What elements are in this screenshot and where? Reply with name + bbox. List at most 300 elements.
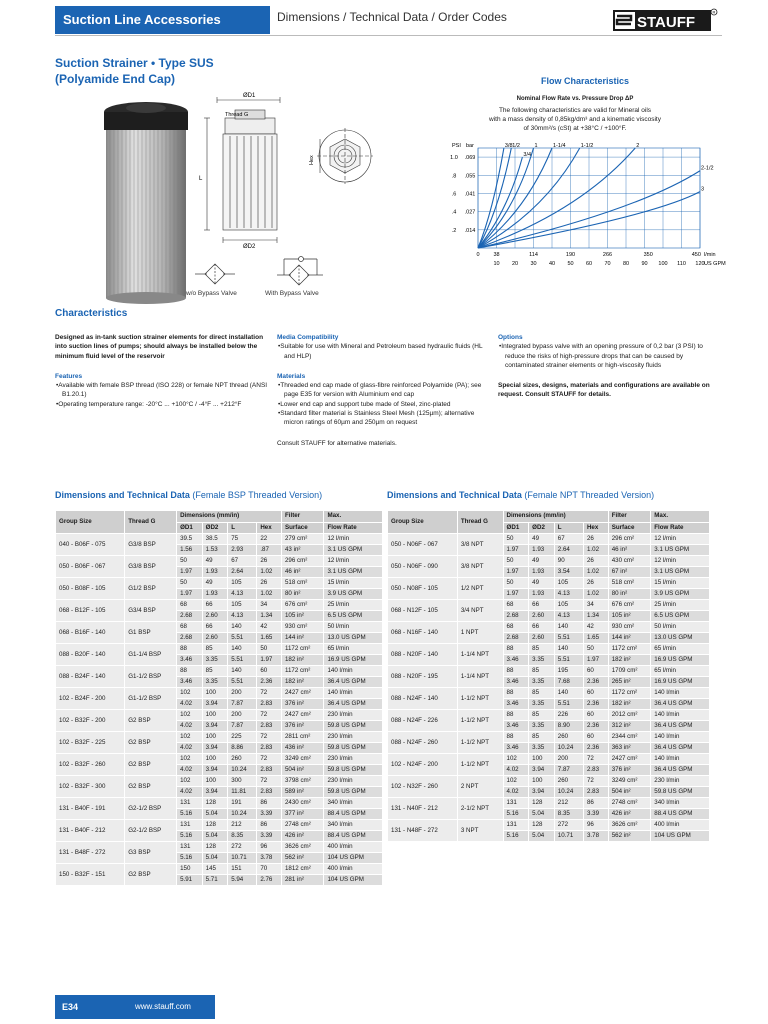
value-cell-mm: 75 [228,534,257,545]
value-cell-mm: 26 [583,578,608,589]
value-cell-in: 5.51 [228,655,257,666]
value-cell-mm: 26 [583,534,608,545]
value-cell-mm: 272 [228,842,257,853]
value-cell-in: 4.02 [177,721,203,732]
group-size-cell: 102 - N24F - 200 [388,754,458,776]
value-cell-in: 2.83 [257,787,282,798]
value-cell-in: 2.60 [202,633,228,644]
group-size-cell: 102 - B32F - 225 [56,732,125,754]
col-l: L [228,522,257,534]
value-cell-mm: 85 [529,688,555,699]
value-cell-mm: 140 l/min [324,688,383,699]
value-cell-in: 105 in² [281,611,323,622]
value-cell-in: 2.76 [257,875,282,886]
group-size-cell: 050 - N06F - 067 [388,534,458,556]
table-row [388,732,710,743]
x-tick-gpm: 110 [677,261,686,267]
group-size-cell: 068 - N16F - 140 [388,622,458,644]
value-cell-mm: 930 cm² [281,622,323,633]
value-cell-mm: 68 [177,622,203,633]
value-cell-in: 2.36 [257,677,282,688]
value-cell-mm: 50 [177,578,203,589]
x-tick-lmin: 114 [529,252,538,258]
value-cell-in: 10.71 [554,831,583,842]
value-cell-mm: 225 [228,732,257,743]
table-row [388,688,710,699]
table-row [56,534,383,545]
value-cell-in: 36.4 US GPM [651,743,710,754]
value-cell-in: 182 in² [608,699,651,710]
value-cell-in: 376 in² [281,721,323,732]
value-cell-mm: 15 l/min [324,578,383,589]
value-cell-in: 36.4 US GPM [651,699,710,710]
value-cell-in: 2.36 [583,743,608,754]
value-cell-in: 3.39 [583,809,608,820]
material-item: • Standard filter material is Stainless Steel Mesh (125µm); alternative micron ratings of 60µm and 250µm on request [277,409,492,428]
value-cell-mm: 340 l/min [324,820,383,831]
value-cell-mm: 518 cm² [608,578,651,589]
value-cell-mm: 34 [257,600,282,611]
value-cell-in: 5.04 [529,831,555,842]
value-cell-in: 5.16 [503,809,529,820]
col-dimensions: Dimensions (mm/in) [503,511,608,523]
value-cell-in: 5.04 [202,831,228,842]
value-cell-mm: 42 [257,622,282,633]
y-tick-psi: .4 [451,209,457,216]
bsp-table [55,510,383,886]
value-cell-mm: 50 [503,534,529,545]
value-cell-in: 80 in² [281,589,323,600]
option-item: • Integrated bypass valve with an opening pressure of 0,2 bar (3 PSI) to reduce the risks of high-pressure drops that can be caused by contaminated strainer elements or high-viscosity fluids [498,342,713,370]
value-cell-mm: 96 [257,842,282,853]
value-cell-in: .87 [257,545,282,556]
value-cell-mm: 102 [503,776,529,787]
npt-table [387,510,710,842]
y-tick-psi: .8 [451,173,457,180]
value-cell-mm: 49 [529,578,555,589]
table-row [388,534,710,545]
value-cell-in: 562 in² [608,831,651,842]
value-cell-in: 1.97 [503,567,529,578]
material-item: • Threaded end cap made of glass-fibre reinforced Polyamide (PA); see page E35 for version with Aluminium end cap [277,381,492,400]
value-cell-in: 2.60 [202,611,228,622]
group-size-cell: 068 - B16F - 140 [56,622,125,644]
value-cell-mm: 66 [529,622,555,633]
value-cell-mm: 2427 cm² [281,688,323,699]
value-cell-mm: 102 [177,710,203,721]
value-cell-in: 5.04 [529,809,555,820]
value-cell-in: 2.36 [583,699,608,710]
table-row [56,666,383,677]
value-cell-in: 3.35 [202,677,228,688]
characteristics-col3 [498,333,713,400]
value-cell-mm: 131 [177,820,203,831]
value-cell-in: 3.35 [202,655,228,666]
x-unit-gpm: US GPM [704,261,726,267]
value-cell-mm: 68 [503,622,529,633]
thread-cell: 1-1/4 NPT [457,644,503,666]
x-tick-gpm: 120 [695,261,705,267]
footer-url: www.stauff.com [135,1002,191,1011]
value-cell-in: 3.46 [503,655,529,666]
value-cell-mm: 72 [257,776,282,787]
value-cell-mm: 60 [583,710,608,721]
series-label: 2 [636,143,640,149]
x-tick-lmin: 38 [493,252,500,258]
table-row [388,776,710,787]
value-cell-mm: 1812 cm² [281,864,323,875]
x-tick-gpm: 50 [567,261,574,267]
value-cell-mm: 25 l/min [651,600,710,611]
header-subtitle: Dimensions / Technical Data / Order Codes [277,10,507,24]
header-rule [55,35,722,36]
value-cell-mm: 1172 cm² [281,644,323,655]
value-cell-in: 2.64 [228,567,257,578]
value-cell-mm: 3798 cm² [281,776,323,787]
series-label: 3/8 [504,143,513,149]
value-cell-in: 436 in² [281,743,323,754]
series-label: 1-1/2 [580,143,594,149]
table-row [56,732,383,743]
value-cell-in: 4.13 [554,589,583,600]
value-cell-mm: 140 l/min [324,666,383,677]
value-cell-mm: 100 [202,688,228,699]
od1-label: ØD1 [243,93,256,99]
col-max: Max. [651,511,710,523]
value-cell-in: 1.93 [202,589,228,600]
value-cell-mm: 226 [554,710,583,721]
value-cell-mm: 1172 cm² [608,644,651,655]
group-size-cell: 131 - N40F - 212 [388,798,458,820]
thread-cell: 3/8 NPT [457,556,503,578]
value-cell-in: 3.9 US GPM [324,589,383,600]
value-cell-mm: 68 [503,600,529,611]
value-cell-in: 3.46 [177,655,203,666]
value-cell-in: 67 in² [608,567,651,578]
group-size-cell: 150 - B32F - 151 [56,864,125,886]
value-cell-in: 59.8 US GPM [324,743,383,754]
group-size-cell: 068 - N12F - 105 [388,600,458,622]
value-cell-mm: 140 l/min [651,688,710,699]
thread-label: Thread G [225,112,249,118]
material-item: • Lower end cap and support tube made of Steel, zinc-plated [277,400,492,409]
group-size-cell: 050 - N08F - 105 [388,578,458,600]
thread-cell: 1-1/2 NPT [457,754,503,776]
value-cell-in: 3.35 [529,743,555,754]
group-size-cell: 131 - N48F - 272 [388,820,458,842]
value-cell-mm: 676 cm² [608,600,651,611]
value-cell-in: 4.02 [503,765,529,776]
value-cell-mm: 26 [583,556,608,567]
value-cell-in: 16.9 US GPM [651,677,710,688]
value-cell-in: 182 in² [281,655,323,666]
value-cell-mm: 279 cm² [281,534,323,545]
value-cell-in: 312 in² [608,721,651,732]
value-cell-in: 80 in² [608,589,651,600]
value-cell-in: 5.16 [177,831,203,842]
value-cell-mm: 100 [202,732,228,743]
value-cell-in: 36.4 US GPM [651,721,710,732]
table-row [56,864,383,875]
strainer-photo [100,100,192,305]
value-cell-in: 5.04 [202,853,228,864]
product-title: Suction Strainer • Type SUS (Polyamide End Cap) [55,56,214,86]
group-size-cell: 088 - B24F - 140 [56,666,125,688]
value-cell-in: 2.68 [177,633,203,644]
table-row [56,556,383,567]
value-cell-in: 426 in² [281,831,323,842]
thread-cell: G3/4 BSP [125,600,177,622]
value-cell-in: 265 in² [608,677,651,688]
value-cell-mm: 2427 cm² [608,754,651,765]
value-cell-in: 2.68 [177,611,203,622]
value-cell-mm: 105 [554,578,583,589]
group-size-cell: 088 - N20F - 140 [388,644,458,666]
value-cell-mm: 140 l/min [651,732,710,743]
value-cell-mm: 131 [503,820,529,831]
value-cell-mm: 26 [257,578,282,589]
x-tick-gpm: 20 [511,261,519,267]
table-row [56,622,383,633]
value-cell-in: 144 in² [281,633,323,644]
thread-cell: 1/2 NPT [457,578,503,600]
table-row [388,754,710,765]
valve-symbol-without [195,262,235,287]
value-cell-mm: 300 [228,776,257,787]
value-cell-in: 4.13 [228,589,257,600]
value-cell-in: 2.60 [529,633,555,644]
value-cell-in: 1.97 [503,589,529,600]
value-cell-mm: 100 [529,754,555,765]
value-cell-in: 5.51 [554,633,583,644]
value-cell-mm: 72 [257,732,282,743]
value-cell-mm: 140 l/min [651,754,710,765]
value-cell-mm: 230 l/min [324,732,383,743]
value-cell-mm: 12 l/min [324,556,383,567]
thread-cell: G2 BSP [125,754,177,776]
col-hex: Hex [583,522,608,534]
value-cell-mm: 2430 cm² [281,798,323,809]
group-size-cell: 102 - B24F - 200 [56,688,125,710]
value-cell-mm: 49 [202,556,228,567]
media-item: • Suitable for use with Mineral and Petroleum based hydraulic fluids (HL and HLP) [277,342,492,361]
x-tick-gpm: 10 [493,261,500,267]
value-cell-in: 3.46 [503,677,529,688]
value-cell-mm: 72 [583,776,608,787]
value-cell-mm: 60 [583,688,608,699]
value-cell-in: 3.94 [202,699,228,710]
value-cell-in: 426 in² [608,809,651,820]
value-cell-mm: 85 [529,666,555,677]
table-row [56,842,383,853]
value-cell-mm: 49 [529,534,555,545]
table-row [56,820,383,831]
value-cell-mm: 12 l/min [651,556,710,567]
value-cell-in: 3.54 [554,567,583,578]
value-cell-in: 1.97 [503,545,529,556]
x-unit-lmin: l/min [704,252,716,258]
col-hex: Hex [257,522,282,534]
value-cell-mm: 140 l/min [651,710,710,721]
y-tick-psi: 1.0 [450,155,458,162]
thread-cell: G2 BSP [125,710,177,732]
value-cell-mm: 102 [177,754,203,765]
value-cell-mm: 96 [583,820,608,831]
value-cell-mm: 22 [257,534,282,545]
col-l: L [554,522,583,534]
value-cell-mm: 60 [583,732,608,743]
value-cell-mm: 102 [177,732,203,743]
thread-cell: G1-1/2 BSP [125,688,177,710]
value-cell-mm: 3249 cm² [608,776,651,787]
special-text: Special sizes, designs, materials and configurations are available on request. Consult STAUFF for details. [498,382,710,399]
value-cell-mm: 68 [177,600,203,611]
value-cell-mm: 72 [583,754,608,765]
col-max: Max. [324,511,383,523]
value-cell-mm: 49 [202,578,228,589]
value-cell-mm: 140 [228,622,257,633]
x-tick-zero: 0 [476,252,480,258]
value-cell-in: 2.36 [583,721,608,732]
group-size-cell: 040 - B06F - 075 [56,534,125,556]
value-cell-mm: 65 l/min [651,666,710,677]
table-row [388,556,710,567]
npt-heading: Dimensions and Technical Data (Female NPT Threaded Version) [387,490,655,500]
value-cell-in: 36.4 US GPM [324,677,383,688]
dimension-drawing [195,90,395,250]
value-cell-in: 5.94 [228,875,257,886]
value-cell-mm: 66 [202,622,228,633]
value-cell-mm: 140 [228,666,257,677]
thread-cell: G1-1/2 BSP [125,666,177,688]
value-cell-mm: 296 cm² [608,534,651,545]
col-d2: ØD2 [529,522,555,534]
series-label: 2-1/2 [701,165,714,172]
value-cell-in: 36.4 US GPM [651,765,710,776]
y-tick-bar: .041 [464,191,476,198]
flow-chart [440,140,730,275]
value-cell-mm: 100 [202,754,228,765]
value-cell-in: 3.46 [177,677,203,688]
value-cell-in: 376 in² [281,699,323,710]
value-cell-in: 16.9 US GPM [324,655,383,666]
value-cell-mm: 25 l/min [324,600,383,611]
value-cell-in: 182 in² [608,655,651,666]
value-cell-in: 1.97 [177,567,203,578]
y-tick-bar: .027 [464,209,476,216]
thread-cell: 1 NPT [457,622,503,644]
thread-cell: 1-1/2 NPT [457,732,503,754]
table-row [388,644,710,655]
col-flow: Flow Rate [324,522,383,534]
value-cell-mm: 70 [257,864,282,875]
value-cell-in: 4.02 [177,765,203,776]
valve-symbol-with [277,255,325,289]
y-tick-psi: .6 [451,191,457,198]
value-cell-mm: 200 [554,754,583,765]
value-cell-mm: 195 [554,666,583,677]
value-cell-in: 1.02 [583,545,608,556]
thread-cell: 1-1/2 NPT [457,688,503,710]
value-cell-in: 376 in² [608,765,651,776]
value-cell-in: 43 in² [281,545,323,556]
value-cell-in: 3.35 [529,699,555,710]
value-cell-in: 3.35 [529,655,555,666]
value-cell-in: 104 US GPM [651,831,710,842]
x-tick-lmin: 266 [602,252,613,258]
group-size-cell: 088 - N24F - 226 [388,710,458,732]
value-cell-mm: 2748 cm² [281,820,323,831]
value-cell-mm: 50 l/min [651,622,710,633]
value-cell-mm: 102 [503,754,529,765]
value-cell-in: 3.1 US GPM [324,545,383,556]
thread-cell: 3/8 NPT [457,534,503,556]
table-row [388,600,710,611]
value-cell-in: 3.1 US GPM [651,545,710,556]
table-row [56,776,383,787]
value-cell-in: 562 in² [281,853,323,864]
flow-heading: Flow Characteristics [541,76,630,86]
value-cell-in: 1.65 [257,633,282,644]
value-cell-mm: 90 [554,556,583,567]
value-cell-in: 10.24 [554,787,583,798]
table-row [56,600,383,611]
thread-cell: G2 BSP [125,776,177,798]
value-cell-in: 1.34 [583,611,608,622]
value-cell-in: 4.02 [177,699,203,710]
value-cell-mm: 145 [202,864,228,875]
value-cell-in: 1.93 [529,545,555,556]
value-cell-mm: 2811 cm² [281,732,323,743]
value-cell-in: 3.46 [503,721,529,732]
section-title: Suction Line Accessories [55,6,270,34]
value-cell-in: 281 in² [281,875,323,886]
x-tick-gpm: 30 [530,261,537,267]
value-cell-mm: 200 [228,710,257,721]
value-cell-in: 5.51 [554,655,583,666]
value-cell-in: 3.39 [257,831,282,842]
value-cell-in: 8.35 [228,831,257,842]
table-row [388,798,710,809]
value-cell-in: 2.68 [503,611,529,622]
value-cell-in: 1.97 [257,655,282,666]
y-tick-bar: .069 [464,155,476,162]
value-cell-in: 4.02 [177,787,203,798]
value-cell-in: 13.0 US GPM [324,633,383,644]
thread-cell: G1/2 BSP [125,578,177,600]
bsp-heading: Dimensions and Technical Data (Female BSP Threaded Version) [55,490,323,500]
value-cell-mm: 38.5 [202,534,228,545]
value-cell-in: 11.81 [228,787,257,798]
col-thread: Thread G [125,511,177,534]
x-tick-gpm: 90 [641,261,648,267]
value-cell-in: 3.39 [257,809,282,820]
value-cell-in: 10.71 [228,853,257,864]
value-cell-mm: 131 [177,842,203,853]
table-row [388,578,710,589]
value-cell-in: 1.34 [257,611,282,622]
stauff-logo [613,8,718,33]
value-cell-mm: 2748 cm² [608,798,651,809]
value-cell-in: 59.8 US GPM [324,765,383,776]
value-cell-in: 504 in² [281,765,323,776]
x-tick-lmin: 450 [691,252,701,258]
flow-description: The following characteristics are valid for Mineral oils with a mass density of 0,85kg/dm³ and a kinematic viscosity of 30mm²/s (cSt) at +38°C / +100°F. [489,107,661,132]
y-label-bar: bar [466,143,474,149]
group-size-cell: 050 - B06F - 067 [56,556,125,578]
value-cell-in: 3.46 [503,743,529,754]
value-cell-mm: 260 [228,754,257,765]
